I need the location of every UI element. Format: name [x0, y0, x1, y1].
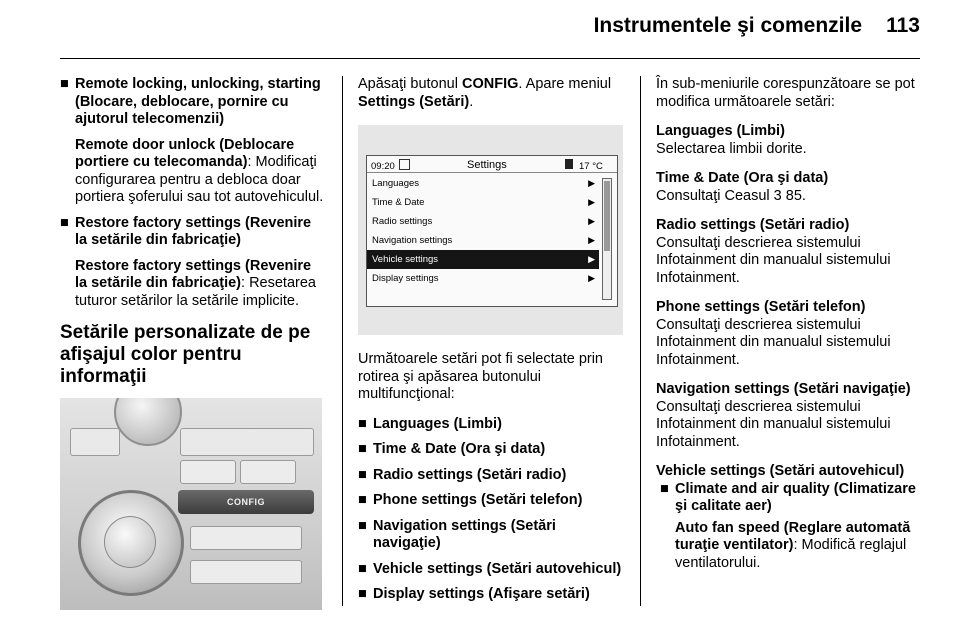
- intro-paragraph: În sub-meniurile corespunzătoare se pot modifica următoarele setări:: [656, 76, 915, 110]
- scrollbar-thumb: [604, 181, 610, 251]
- entry-text: Consultaţi descrierea sistemului Infotainment din manualul sistemului Infotainment.: [656, 234, 891, 286]
- entry-text: [656, 188, 924, 206]
- intro-menu-name: Settings (Setări): [358, 93, 470, 110]
- intro-text: . Apare meniul: [518, 76, 612, 92]
- bullet-title: Climate and air quality (Climatizare şi calitate aer): [675, 480, 916, 514]
- bullet-climate: [660, 481, 924, 516]
- screen-menu-item-label: Navigation settings: [372, 235, 453, 246]
- config-button: CONFIG: [178, 490, 314, 514]
- screen-menu-item: [367, 174, 599, 193]
- screen-scrollbar: [602, 178, 612, 300]
- sub-auto-fan-speed: [660, 520, 924, 573]
- entry-vehicle-settings: [656, 463, 924, 572]
- clock-icon: [399, 159, 410, 170]
- settings-screen-image: [358, 125, 623, 335]
- bullet-marker: ■: [358, 492, 367, 508]
- settings-bullet-item: [358, 441, 623, 459]
- entry-title: Vehicle settings (Setări autovehicul): [656, 463, 905, 479]
- settings-bullet-item: [358, 518, 623, 553]
- sub-title: Remote door unlock (Deblocare portiere cu telecomanda): [75, 136, 295, 170]
- bullet-marker: ■: [358, 466, 367, 483]
- screen-time: 09:20: [371, 161, 395, 172]
- bullet-title: Radio settings (Setări radio): [373, 466, 567, 483]
- header-rule: [60, 58, 920, 59]
- entry-title: Navigation settings (Setări navigaţie): [656, 381, 911, 397]
- entry-languages: [656, 123, 924, 158]
- bullet-marker: ■: [60, 214, 69, 231]
- chevron-right-icon: ▶: [588, 197, 595, 207]
- entry-text: Consultaţi descrierea sistemului Infotainment din manualul sistemului Infotainment.: [656, 398, 891, 450]
- entry-time-date: [656, 170, 924, 205]
- column-right: [656, 76, 924, 580]
- bullet-title: Vehicle settings (Setări autovehicul): [373, 560, 622, 577]
- screen-menu-item-label: Languages: [372, 178, 420, 189]
- screen-temperature: 17 °C: [579, 161, 603, 172]
- settings-bullet-item: [358, 561, 623, 579]
- intro-button-name: CONFIG: [462, 76, 519, 92]
- entry-phone-settings: [656, 299, 924, 369]
- chevron-right-icon: ▶: [588, 254, 595, 264]
- bullet-marker: ■: [358, 586, 367, 602]
- display-screen: [366, 155, 618, 307]
- entry-title: Phone settings (Setări telefon): [656, 299, 866, 315]
- bullet-marker: ■: [358, 517, 367, 534]
- entry-title: Languages (Limbi): [656, 123, 785, 139]
- settings-bullet-list: [358, 416, 623, 604]
- bullet-restore-factory: [60, 215, 326, 250]
- entry-text: Selectarea limbii dorite.: [656, 140, 807, 157]
- screen-menu-item: [367, 269, 599, 288]
- intro-paragraph: [358, 76, 623, 111]
- entry-text-part: Consultaţi Ceasul: [656, 187, 774, 204]
- bullet-remote-locking: [60, 76, 326, 129]
- bullet-title: Languages (Limbi): [373, 415, 502, 432]
- bullet-title: Time & Date (Ora şi data): [373, 441, 546, 457]
- column-middle: [358, 76, 623, 612]
- entry-title: Time & Date (Ora şi data): [656, 170, 829, 186]
- screen-menu-item: [367, 231, 599, 250]
- sub-text: : Modificaţi configurarea pentru a debloca doar portiera şoferului sau tot autovehiculul.: [75, 154, 324, 205]
- column-divider: [342, 76, 343, 606]
- screen-menu-item: [367, 250, 599, 269]
- bullet-title: Navigation settings (Setări navigaţie): [373, 517, 556, 551]
- entry-title: Radio settings (Setări radio): [656, 217, 850, 233]
- console-button: [180, 428, 314, 456]
- screen-menu-item-label: Time & Date: [372, 197, 425, 208]
- sub-remote-door-unlock: [60, 137, 326, 207]
- entry-text: Consultaţi descrierea sistemului Infotainment din manualul sistemului Infotainment.: [656, 316, 891, 368]
- config-button-photo: [60, 398, 322, 610]
- settings-bullet-item: [358, 586, 623, 604]
- chevron-right-icon: ▶: [588, 178, 595, 188]
- intro-text: Apăsaţi butonul: [358, 76, 462, 92]
- intro-text: .: [469, 93, 474, 110]
- screen-menu-item-label: Display settings: [372, 273, 439, 284]
- header-title: Instrumentele şi comenzile: [593, 14, 862, 37]
- bullet-title: Restore factory settings (Revenire la setările din fabricaţie): [75, 214, 312, 248]
- entry-radio-settings: [656, 217, 924, 287]
- multifunction-knob-center: [104, 516, 156, 568]
- page-reference: 3 85.: [773, 187, 806, 204]
- bullet-title: Phone settings (Setări telefon): [373, 492, 583, 508]
- bullet-marker: ■: [358, 441, 367, 457]
- sub-title: Auto fan speed (Reglare automată turaţie ventilator): [675, 519, 911, 553]
- bullet-title: Remote locking, unlocking, starting (Blocare, deblocare, pornire cu ajutorul telecomenzii): [75, 76, 321, 127]
- column-divider: [640, 76, 641, 606]
- paragraph: Următoarele setări pot fi selectate prin rotirea şi apăsarea butonului multifuncţional:: [358, 351, 603, 402]
- screen-status-bar: [367, 156, 617, 173]
- screen-menu-item: [367, 212, 599, 231]
- bullet-marker: ■: [660, 480, 669, 497]
- entry-navigation-settings: [656, 381, 924, 451]
- screen-menu-item: [367, 193, 599, 212]
- chevron-right-icon: ▶: [588, 235, 595, 245]
- console-button: [190, 526, 302, 550]
- page-number: 113: [886, 14, 920, 37]
- bullet-title: Display settings (Afişare setări): [373, 586, 590, 602]
- screen-title: Settings: [467, 159, 507, 171]
- column-left: [60, 76, 326, 610]
- page-header: [0, 0, 960, 62]
- sub-text: : Modifică reglajul ventilatorului.: [675, 537, 907, 571]
- settings-bullet-item: [358, 492, 623, 510]
- bullet-marker: ■: [358, 560, 367, 577]
- sub-title: Restore factory settings (Revenire la setările din fabricaţie): [75, 257, 312, 291]
- sub-text: : Resetarea tuturor setărilor la setările implicite.: [75, 275, 316, 309]
- settings-bullet-item: [358, 467, 623, 485]
- screen-menu-item-label: Vehicle settings: [372, 254, 439, 265]
- screen-menu-item-label: Radio settings: [372, 216, 433, 227]
- bullet-marker: ■: [358, 415, 367, 432]
- screen-menu-list: [367, 174, 599, 288]
- chevron-right-icon: ▶: [588, 273, 595, 283]
- console-button: [190, 560, 302, 584]
- thermometer-icon: [565, 159, 573, 169]
- bullet-marker: ■: [60, 76, 69, 92]
- chevron-right-icon: ▶: [588, 216, 595, 226]
- sub-restore-factory: [60, 258, 326, 311]
- console-button: [180, 460, 236, 484]
- console-button: [70, 428, 120, 456]
- console-button: [240, 460, 296, 484]
- section-heading: Setările personalizate de pe afişajul color pentru informaţii: [60, 322, 311, 387]
- settings-bullet-item: [358, 416, 623, 434]
